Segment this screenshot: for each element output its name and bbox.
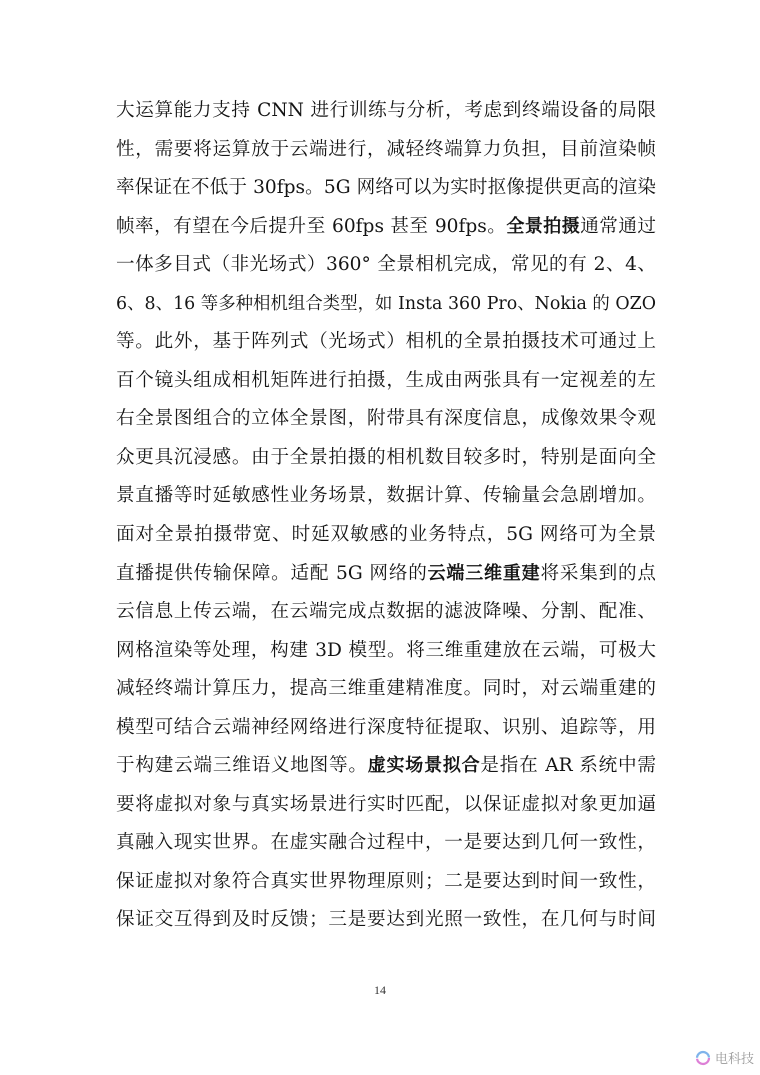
text-line: [116, 400, 656, 439]
text-line: [116, 632, 656, 671]
text-run: 百个镜头组成相机矩阵进行拍摄，生成由两张具有一定视差的左: [116, 369, 656, 391]
text-run: 右全景图组合的立体全景图，附带具有深度信息，成像效果令观: [116, 408, 656, 430]
body-paragraph: [116, 92, 656, 940]
text-line: [116, 285, 656, 324]
bold-term: 全景拍摄: [506, 215, 581, 237]
text-line: [116, 169, 656, 208]
text-run: 要将虚拟对象与真实场景进行实时匹配，以保证虚拟对象更加逼: [116, 793, 656, 815]
text-line: [116, 131, 656, 170]
text-run: 景直播等时延敏感性业务场景，数据计算、传输量会急剧增加。: [116, 485, 656, 507]
text-run: 6、8、16 等多种相机组合类型，如 Insta 360 Pro、Nokia 的 OZO: [116, 293, 656, 314]
text-run: 性，需要将运算放于云端进行，减轻终端算力负担，目前渲染帧: [116, 138, 656, 160]
text-run: 众更具沉浸感。由于全景拍摄的相机数目较多时，特别是面向全: [116, 446, 656, 468]
text-run: 一体多目式（非光场式）360° 全景相机完成，常见的有 2、4、: [116, 254, 656, 276]
text-line: [116, 709, 656, 748]
text-run: 直播提供传输保障。适配 5G 网络的: [116, 562, 428, 584]
text-line: [116, 92, 656, 131]
text-line: [116, 323, 656, 362]
text-run: 云信息上传云端，在云端完成点数据的滤波降噪、分割、配准、: [116, 601, 656, 623]
text-line: [116, 824, 656, 863]
text-run: 大运算能力支持 CNN 进行训练与分析，考虑到终端设备的局限: [116, 100, 656, 121]
page-number: 14: [374, 983, 386, 997]
text-run: 模型可结合云端神经网络进行深度特征提取、识别、追踪等，用: [116, 716, 656, 738]
bold-term: 云端三维重建: [427, 562, 541, 584]
text-line: [116, 516, 656, 555]
bold-term: 虚实场景拟合: [367, 755, 481, 777]
text-run: 面对全景拍摄带宽、时延双敏感的业务特点，5G 网络可为全景: [116, 524, 656, 546]
text-run: 是指在 AR 系统中需: [480, 755, 656, 777]
text-run: 将采集到的点: [540, 562, 656, 584]
text-run: 网格渲染等处理，构建 3D 模型。将三维重建放在云端，可极大: [116, 639, 656, 661]
brand-logo-icon: [695, 1050, 711, 1066]
text-line: [116, 747, 656, 786]
text-line: [116, 246, 656, 285]
text-run: 于构建云端三维语义地图等。: [116, 755, 368, 777]
text-line: [116, 555, 656, 594]
text-line: [116, 863, 656, 902]
text-run: 减轻终端计算压力，提高三维重建精准度。同时，对云端重建的: [116, 678, 656, 700]
text-run: 保证交互得到及时反馈；三是要达到光照一致性，在几何与时间: [116, 909, 656, 931]
text-line: [116, 670, 656, 709]
text-line: [116, 208, 656, 247]
watermark-text: 电科技: [714, 1052, 754, 1067]
text-run: 率保证在不低于 30fps。5G 网络可以为实时抠像提供更高的渲染: [116, 177, 656, 199]
text-line: [116, 786, 656, 825]
text-run: 帧率，有望在今后提升至 60fps 甚至 90fps。: [116, 215, 507, 237]
text-run: 真融入现实世界。在虚实融合过程中，一是要达到几何一致性，: [116, 832, 656, 854]
text-run: 保证虚拟对象符合真实世界物理原则；二是要达到时间一致性，: [116, 870, 656, 892]
text-line: [116, 901, 656, 940]
text-run: 等。此外，基于阵列式（光场式）相机的全景拍摄技术可通过上: [116, 331, 656, 353]
text-line: [116, 439, 656, 478]
text-line: [116, 362, 656, 401]
text-line: [116, 593, 656, 632]
watermark: [695, 1048, 754, 1067]
text-run: 通常通过: [580, 215, 656, 237]
text-line: [116, 477, 656, 516]
